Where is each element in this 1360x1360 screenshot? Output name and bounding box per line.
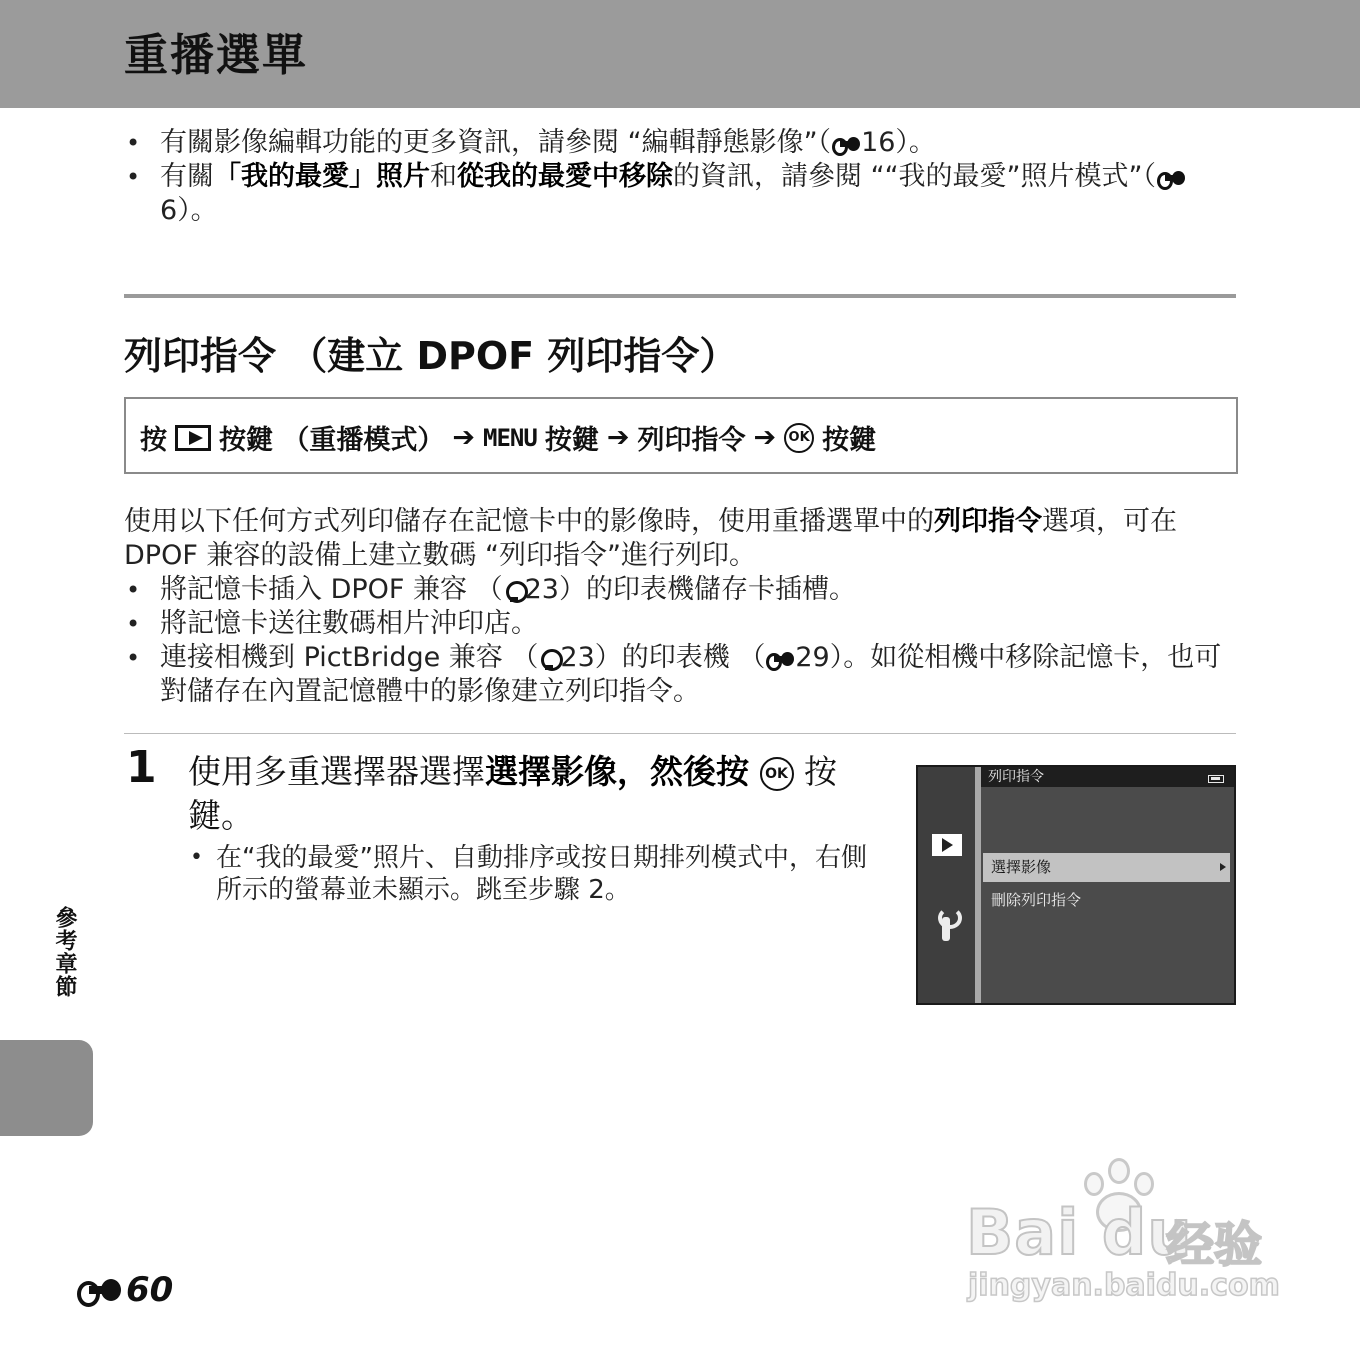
battery-icon (1208, 775, 1224, 783)
intro-bullets (124, 126, 1236, 228)
arrow-icon: ➔ (753, 422, 777, 453)
camera-menu-item-label: 選擇影像 (991, 858, 1052, 876)
chevron-right-icon (1220, 863, 1226, 871)
step-divider (124, 733, 1236, 734)
reference-section-icon (1157, 169, 1185, 187)
page-ref[interactable]: 6 (160, 195, 178, 226)
playback-button-icon (175, 425, 211, 451)
reference-bulb-icon (538, 647, 560, 671)
reference-section-icon (77, 1277, 121, 1303)
section-title: 列印指令 （建立 DPOF 列印指令） (124, 334, 738, 378)
navigation-path-box (124, 397, 1238, 474)
chapter-tab-label: 參考章節 (52, 906, 77, 998)
intro-bullet-2: • 有關「我的最愛」照片和從我的最愛中移除的資訊，請參閱 ““我的最愛”照片模式”（ 6）。 (124, 160, 1236, 228)
method-item: • 將記憶卡插入 DPOF 兼容 （ 23）的印表機儲存卡插槽。 (124, 573, 1236, 607)
page-title: 重播選單 (124, 30, 308, 81)
camera-menu-item[interactable]: 刪除列印指令 (991, 891, 1082, 909)
camera-menu-sidebar (918, 767, 975, 1003)
reference-section-icon (766, 650, 794, 668)
intro-paragraph: 使用以下任何方式列印儲存在記憶卡中的影像時，使用重播選單中的列印指令選項，可在 DPOF 兼容的設備上建立數碼 “列印指令”進行列印。 (124, 506, 1177, 571)
ok-button-icon: OK (760, 757, 794, 791)
reference-section-icon (832, 135, 860, 153)
body-text (124, 505, 1236, 709)
step-note (188, 842, 878, 906)
arrow-icon: ➔ (606, 422, 630, 453)
intro-bullet-1: • 有關影像編輯功能的更多資訊，請參閱 “編輯靜態影像”（ 16）。 (124, 126, 1236, 160)
watermark-brand-cn: 经验 (1166, 1217, 1263, 1273)
camera-menu-item-selected[interactable] (983, 853, 1230, 882)
chapter-tab (0, 1040, 93, 1136)
section-divider (124, 294, 1236, 298)
watermark-url: jingyan.baidu.com (968, 1268, 1280, 1303)
camera-menu-title: 列印指令 (988, 769, 1044, 785)
setup-wrench-icon (938, 907, 956, 941)
camera-screen (916, 765, 1236, 1005)
navigation-path: 按 按鍵 （重播模式） ➔ MENU 按鍵 ➔ 列印指令 ➔ OK 按鍵 (140, 422, 877, 456)
step-instruction: 使用多重選擇器選擇選擇影像，然後按 OK 按鍵。 (188, 752, 837, 835)
page-ref[interactable]: 23 (560, 642, 595, 673)
menu-button-label: MENU (483, 423, 537, 452)
camera-sidebar-divider (975, 767, 981, 1003)
watermark-brand: Bai du (966, 1196, 1193, 1269)
step-note-item: • 在“我的最愛”照片、自動排序或按日期排列模式中，右側所示的螢幕並未顯示。跳至步驟 2。 (188, 842, 878, 906)
method-item: • 將記憶卡送往數碼相片沖印店。 (124, 607, 1236, 641)
page-ref[interactable]: 16 (861, 127, 896, 158)
page-ref[interactable]: 29 (795, 642, 830, 673)
method-list (124, 573, 1236, 709)
method-item: • 連接相機到 PictBridge 兼容 （ 23）的印表機 （ 29）。如從相機中移除記憶卡，也可對儲存在內置記憶體中的影像建立列印指令。 (124, 641, 1236, 709)
arrow-icon: ➔ (452, 422, 476, 453)
ok-button-icon: OK (784, 423, 814, 453)
step-number: 1 (126, 742, 157, 793)
page-ref[interactable]: 23 (524, 574, 559, 605)
playback-menu-icon (932, 834, 962, 856)
page-number: 60 (76, 1270, 173, 1310)
reference-bulb-icon (503, 579, 525, 603)
